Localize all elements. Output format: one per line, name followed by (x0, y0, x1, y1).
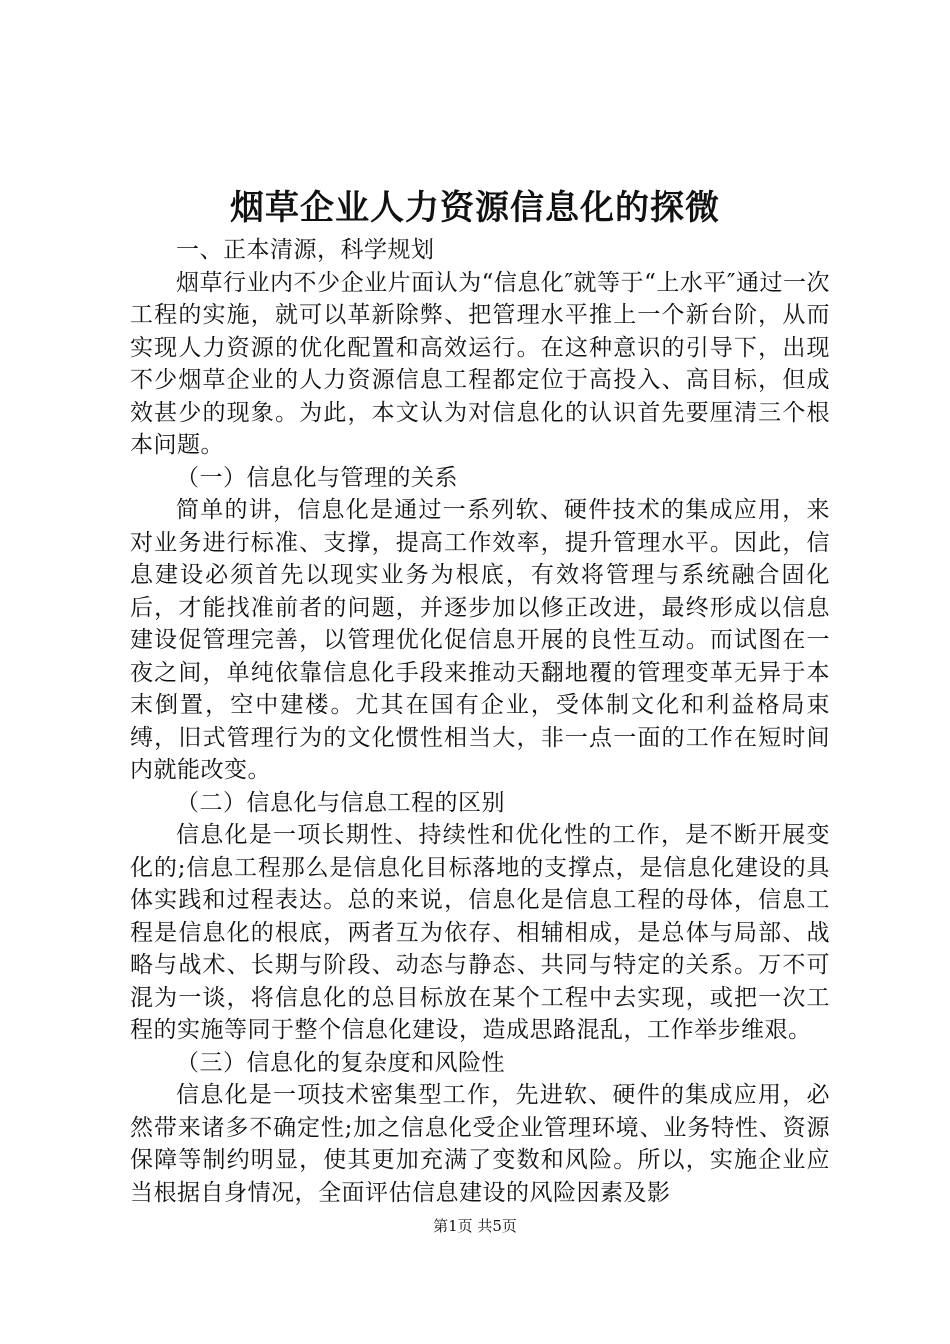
sub-heading: （二）信息化与信息工程的区别 (176, 789, 505, 816)
sub-heading: （三）信息化的复杂度和风险性 (176, 1049, 505, 1076)
document-body (130, 234, 830, 1209)
paragraph: 信息化是一项技术密集型工作，先进软、硬件的集成应用，必然带来诸多不确定性;加之信息化受企业管理环境、业务特性、资源保障等制约明显，使其更加充满了变数和风险。所以，实施企业应当根据自身情况，全面评估信息建设的风险因素及影 (130, 1082, 830, 1206)
paragraph: 烟草行业内不少企业片面认为“信息化″就等于“上水平″通过一次工程的实施，就可以革新除弊、把管理水平推上一个新台阶，从而实现人力资源的优化配置和高效运行。在这种意识的引导下，出现不少烟草企业的人力资源信息工程都定位于高投入、高目标，但成效甚少的现象。为此，本文认为对信息化的认识首先要厘清三个根本问题。 (130, 269, 830, 458)
section-heading: 一、正本清源，科学规划 (176, 237, 435, 263)
paragraph: 简单的讲，信息化是通过一系列软、硬件技术的集成应用，来对业务进行标准、支撑，提高工作效率，提升管理水平。因此，信息建设必须首先以现实业务为根底，有效将管理与系统融合固化后，才能找准前者的问题，并逐步加以修正改进，最终形成以信息建设促管理完善，以管理优化促信息开展的良性互动。而试图在一夜之间，单纯依靠信息化手段来推动天翻地覆的管理变革无异于本末倒置，空中建楼。尤其在国有企业，受体制文化和利益格局束缚，旧式管理行为的文化惯性相当大，非一点一面的工作在短时间内就能改变。 (130, 497, 830, 783)
document-title: 烟草企业人力资源信息化的探微 (230, 188, 720, 228)
paragraph: 信息化是一项长期性、持续性和优化性的工作，是不断开展变化的;信息工程那么是信息化目标落地的支撑点，是信息化建设的具体实践和过程表达。总的来说，信息化是信息工程的母体，信息工程是信息化的根底，两者互为依存、相辅相成，是总体与局部、战略与战术、长期与阶段、动态与静态、共同与特定的关系。万不可混为一谈，将信息化的总目标放在某个工程中去实现，或把一次工程的实施等同于整个信息化建设，造成思路混乱，工作举步维艰。 (130, 822, 830, 1043)
page-footer: 第1页 共5页 (433, 1217, 517, 1235)
sub-heading: （一）信息化与管理的关系 (176, 464, 458, 491)
